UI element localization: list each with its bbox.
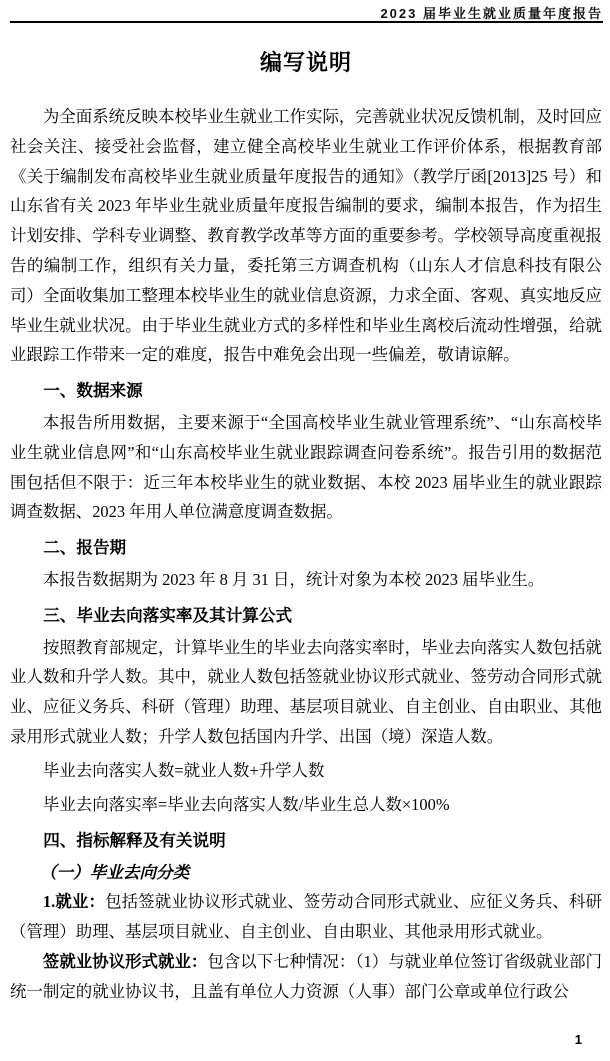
running-header-text: 2023 届毕业生就业质量年度报告 (380, 6, 603, 21)
page-number: 1 (574, 1032, 582, 1047)
definition-body-agreement-employment: 包含以下七种情况：（1）与就业单位签订省级就业部门统一制定的就业协议书，且盖有单位人力资源（人事）部门公章或单位行政公 (10, 951, 602, 1001)
section-body-report-period: 本报告数据期为 2023 年 8 月 31 日，统计对象为本校 2023 届毕业生。 (42, 569, 545, 589)
running-header (10, 3, 603, 22)
page-title: 编写说明 (259, 50, 352, 75)
page-content (0, 23, 610, 1007)
section-body-data-source: 本报告所用数据，主要来源于“全国高校毕业生就业管理系统”、“山东高校毕业生就业信息网”和“山东高校毕业生就业跟踪调查问卷系统”。报告引用的数据范围包括但不限于：近三年本校毕业生的就业数据、本校 2023 届毕业生的就业跟踪调查数据、2023 年用人单位满意度调查数据。 (10, 412, 602, 522)
intro-paragraph: 为全面系统反映本校毕业生就业工作实际，完善就业状况反馈机制，及时回应社会关注、接受社会监督，建立健全高校毕业生就业工作评价体系，根据教育部《关于编制发布高校毕业生就业质量年度报告的通知》（教学厅函[2013]25 号）和山东省有关 2023 年毕业生就业质量年度报告编制的要求，编制本报告，作为招生计划安排、学科专业调整、教育教学改革等方面的重要参考。学校领导高度重视报告的编制工作，组织有关力量，委托第三方调查机构（山东人才信息科技有限公司）全面收集加工整理本校毕业生的就业信息资源，力求全面、客观、真实地反应毕业生就业状况。由于毕业生就业方式的多样性和毕业生离校后流动性增强，给就业跟踪工作带来一定的难度，报告中难免会出现一些偏差，敬请谅解。 (10, 107, 602, 365)
definition-term-agreement-employment: 签就业协议形式就业： (42, 951, 208, 971)
definition-item-employment (10, 887, 602, 947)
definition-body-employment: 包括签就业协议形式就业、签劳动合同形式就业、应征义务兵、科研（管理）助理、基层项目就业、自主创业、自由职业、其他录用形式就业。 (10, 892, 602, 942)
section-body-placement-rate: 按照教育部规定，计算毕业生的毕业去向落实率时，毕业去向落实人数包括就业人数和升学人数。其中，就业人数包括签就业协议形式就业、签劳动合同形式就业、应征义务兵、科研（管理）助理、基层项目就业、自主创业、自由职业、其他录用形式就业人数；升学人数包括国内升学、出国（境）深造人数。 (10, 637, 602, 746)
definition-item-agreement-employment (10, 947, 602, 1007)
section-heading-placement-rate: 三、毕业去向落实率及其计算公式 (43, 605, 293, 625)
section-heading-report-period: 二、报告期 (43, 538, 127, 558)
definition-term-employment: 1.就业： (42, 892, 106, 912)
section-heading-data-source: 一、数据来源 (43, 381, 143, 401)
formula-placement-count: 毕业去向落实人数=就业人数+升学人数 (42, 760, 325, 780)
subsection-heading-destination-category: （一）毕业去向分类 (39, 862, 190, 882)
section-heading-indicator-notes: 四、指标解释及有关说明 (43, 830, 226, 850)
formula-placement-rate: 毕业去向落实率=毕业去向落实人数/毕业生总人数×100% (42, 794, 450, 814)
